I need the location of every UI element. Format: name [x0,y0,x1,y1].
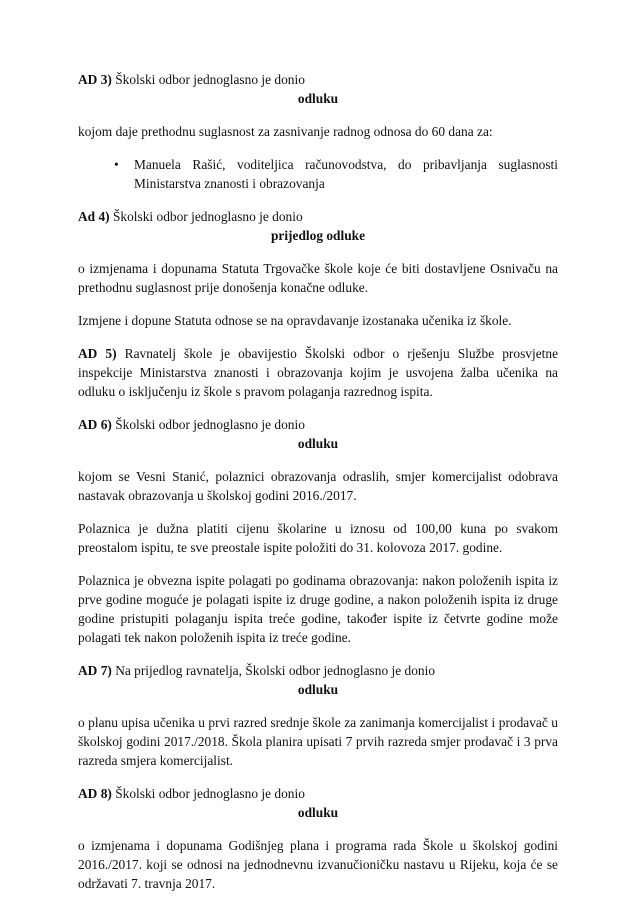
ad3-bullet-text: Manuela Rašić, voditeljica računovodstva, do pribavljanja suglasnosti Ministarstva znanosti i obrazovanja [134,157,558,191]
ad6-body-3: Polaznica je obvezna ispite polagati po godinama obrazovanja: nakon položenih ispita iz prve godine moguće je polagati ispite iz druge godine, a nakon položenih ispita iz druge godine pristupiti polaganju ispita treće godine, također ispite iz četvrte godine može polagati tek nakon položenih ispita iz treće godine. [78,573,558,645]
section-ad4 [78,207,558,330]
ad3-body: kojom daje prethodnu suglasnost za zasnivanje radnog odnosa do 60 dana za: [78,124,493,139]
ad6-decision: odluku [297,436,339,451]
ad4-body-2: Izmjene i dopune Statuta odnose se na opravdavanje izostanaka učenika iz škole. [78,313,512,328]
ad5-text: Ravnatelj škole je obavijestio Školski odbor o rješenju Službe prosvjetne inspekcije Ministarstva znanosti i obrazovanja kojim je usvojena žalba učenika na odluku o isključenju iz škole s pravom polaganja razrednog ispita. [78,346,559,399]
ad7-decision: odluku [297,682,339,697]
ad8-heading-text: Školski odbor jednoglasno je donio [111,786,305,801]
ad4-heading [78,207,558,226]
bullet-icon: • [114,157,119,172]
ad3-heading [78,70,558,89]
ad3-label: AD 3) [78,72,112,87]
ad5-label: AD 5) [78,346,117,361]
ad7-body: o planu upisa učenika u prvi razred srednje škole za zanimanja komercijalist i prodavač u školskoj godini 2017./2018. Škola planira upisati 7 prvih razreda smjer prodavač i 3 prva razreda smjera komercijalist. [78,715,558,768]
ad8-body: o izmjenama i dopunama Godišnjeg plana i programa rada Škole u školskoj godini 2016./2017. koji se odnosi na jednodnevnu izvanučioničku nastavu u Rijeku, koja će se održavati 7. travnja 2017. [78,838,558,891]
ad7-label: AD 7) [78,663,112,678]
section-ad7 [78,661,558,770]
ad6-heading-text: Školski odbor jednoglasno je donio [111,417,305,432]
ad6-heading [78,415,558,434]
ad6-label: AD 6) [78,417,112,432]
ad8-decision: odluku [297,805,339,820]
ad4-body-1: o izmjenama i dopunama Statuta Trgovačke škole koje će biti dostavljene Osnivaču na prethodnu suglasnost prije donošenja konačne odluke. [78,261,558,295]
ad5-paragraph [78,344,558,401]
section-ad5 [78,344,558,401]
ad4-heading-text: Školski odbor jednoglasno je donio [109,209,303,224]
ad8-label: AD 8) [78,786,112,801]
ad6-body-1: kojom se Vesni Stanić, polaznici obrazovanja odraslih, smjer komercijalist odobrava nastavak obrazovanja u školskoj godini 2016./2017. [78,469,558,503]
section-ad3 [78,70,558,193]
ad8-heading [78,784,558,803]
section-ad6 [78,415,558,647]
ad3-heading-text: Školski odbor jednoglasno je donio [111,72,305,87]
ad3-bullet-item [78,155,558,193]
ad7-heading [78,661,558,680]
ad7-heading-text: Na prijedlog ravnatelja, Školski odbor jednoglasno je donio [111,663,436,678]
ad3-decision: odluku [297,91,339,106]
section-ad8 [78,784,558,893]
ad4-decision: prijedlog odluke [270,228,366,243]
ad6-body-2: Polaznica je dužna platiti cijenu školarine u iznosu od 100,00 kuna po svakom preostalom ispitu, te sve preostale ispite položiti do 31. kolovoza 2017. godine. [78,521,558,555]
ad4-label: Ad 4) [78,209,110,224]
